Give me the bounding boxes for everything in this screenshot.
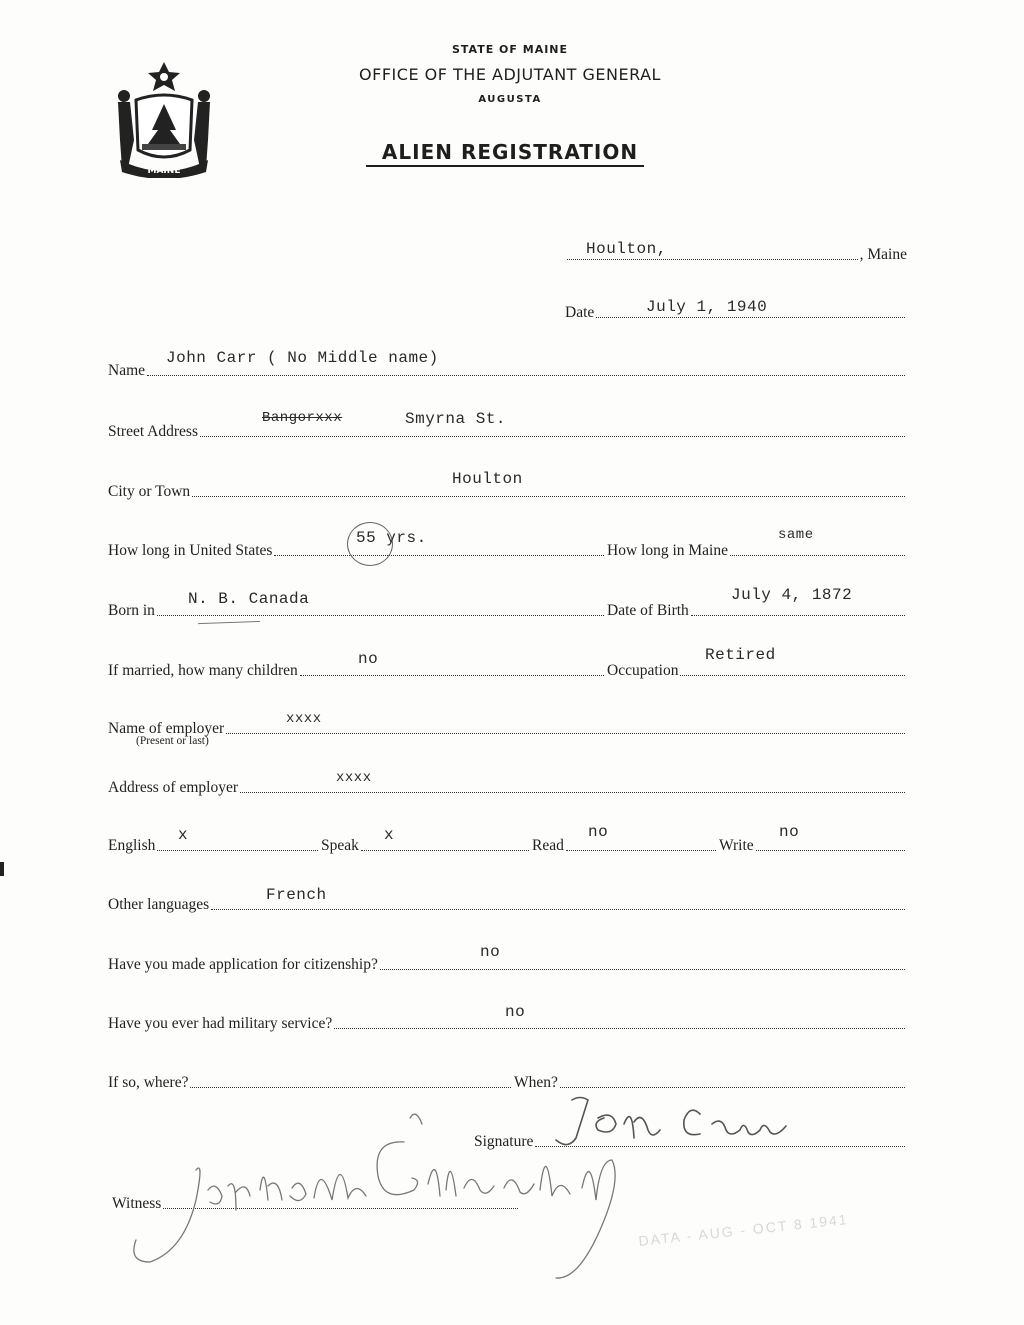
write-value: no: [779, 823, 800, 841]
dob-label: Date of Birth: [607, 602, 689, 619]
read-value: no: [588, 823, 609, 841]
witness-signature: [134, 1114, 615, 1278]
citizenship-value: no: [480, 943, 501, 961]
employer-value: xxxx: [286, 711, 322, 727]
employer-label: Name of employer: [108, 720, 225, 737]
english-value: x: [178, 826, 189, 844]
citizenship-label: Have you made application for citizenship?: [108, 956, 378, 973]
street-struck-value: Bangorxxx: [262, 410, 343, 426]
office-heading: OFFICE OF THE ADJUTANT GENERAL: [359, 65, 661, 84]
town-value: Houlton,: [586, 240, 667, 258]
street-value: Smyrna St.: [405, 410, 507, 428]
when-label: When?: [514, 1074, 558, 1091]
born-value: N. B. Canada: [188, 590, 310, 608]
speak-value: x: [384, 826, 395, 844]
where-label: If so, where?: [108, 1074, 189, 1091]
us-value: 55 yrs.: [356, 529, 427, 547]
signature-label: Signature: [474, 1133, 534, 1150]
applicant-signature: [556, 1098, 786, 1145]
seal-banner-text: MAINE: [147, 166, 181, 176]
us-label: How long in United States: [108, 542, 273, 559]
other-languages-value: French: [266, 886, 327, 904]
city-label: City or Town: [108, 483, 191, 500]
occupation-value: Retired: [705, 646, 776, 664]
town-suffix: , Maine: [859, 246, 907, 263]
english-label: English: [108, 837, 156, 854]
city-heading: AUGUSTA: [478, 94, 542, 105]
read-label: Read: [532, 837, 564, 854]
name-value: John Carr ( No Middle name): [166, 349, 439, 367]
state-heading: STATE OF MAINE: [451, 43, 569, 56]
dob-value: July 4, 1872: [731, 586, 853, 604]
occupation-label: Occupation: [607, 662, 679, 679]
children-label: If married, how many children: [108, 662, 298, 679]
other-languages-label: Other languages: [108, 896, 210, 913]
city-value: Houlton: [452, 470, 523, 488]
received-stamp: DATA - AUG - OCT 8 1941: [637, 1211, 850, 1249]
write-label: Write: [719, 837, 754, 854]
maine-label: How long in Maine: [607, 542, 728, 559]
speak-label: Speak: [321, 837, 359, 854]
name-label: Name: [108, 362, 146, 379]
street-label: Street Address: [108, 423, 198, 440]
born-label: Born in: [108, 602, 155, 619]
employer-address-value: xxxx: [336, 770, 372, 786]
employer-note: (Present or last): [136, 735, 209, 747]
children-value: no: [358, 650, 379, 668]
date-value: July 1, 1940: [646, 298, 768, 316]
maine-value: same: [778, 527, 814, 543]
witness-label: Witness: [112, 1195, 162, 1212]
date-label: Date: [565, 304, 595, 321]
military-label: Have you ever had military service?: [108, 1015, 333, 1032]
military-value: no: [505, 1003, 526, 1021]
employer-address-label: Address of employer: [108, 779, 238, 796]
form-title: ALIEN REGISTRATION: [381, 140, 639, 164]
